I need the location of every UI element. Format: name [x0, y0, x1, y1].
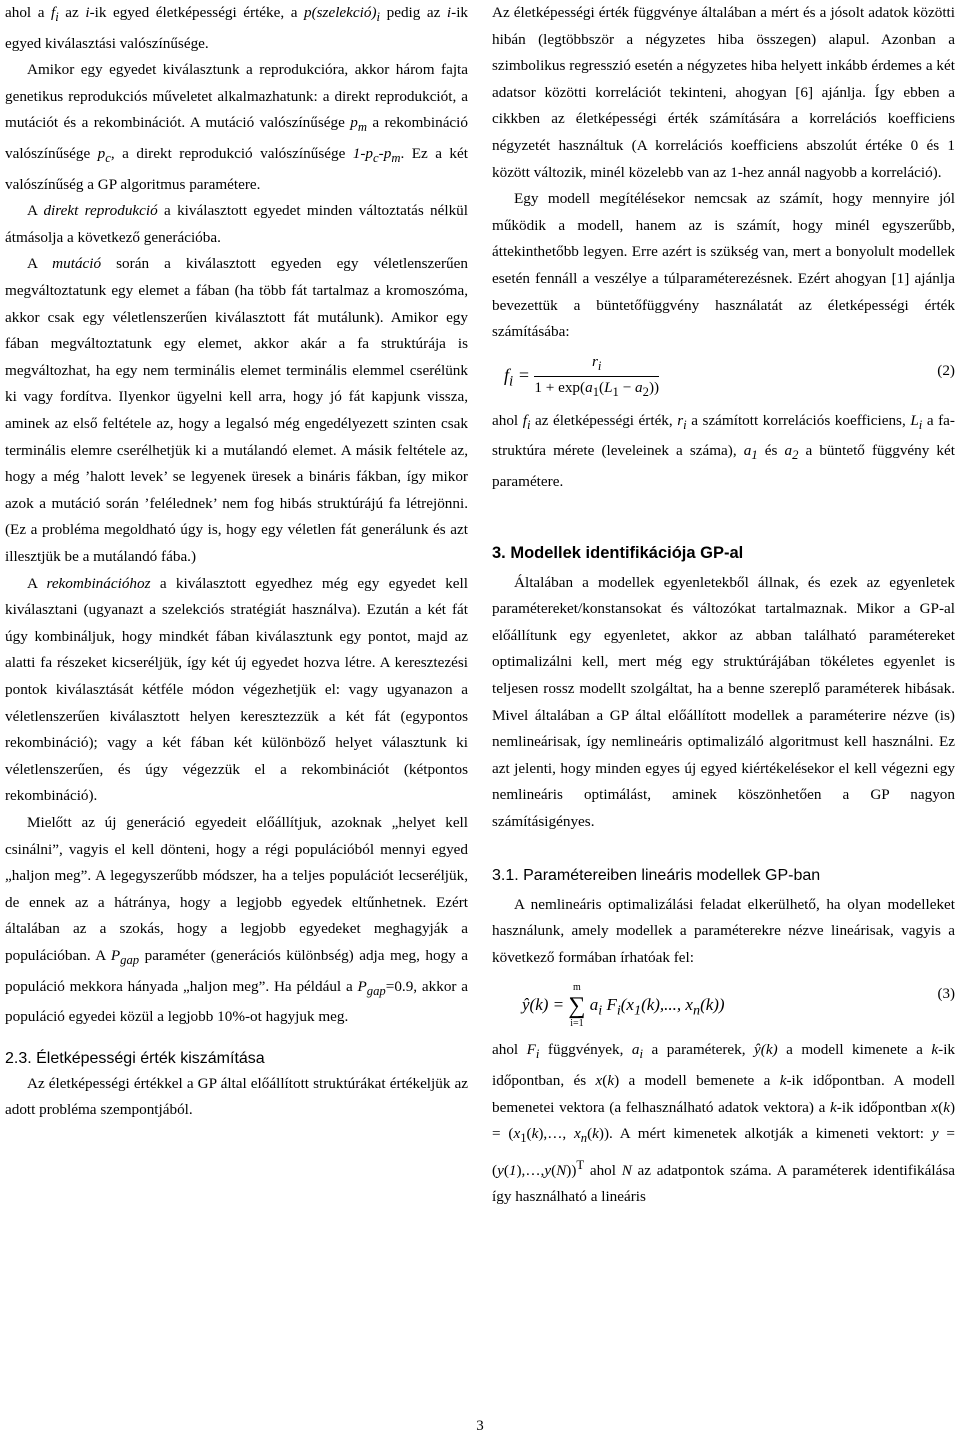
paragraph: A rekombinációhoz a kiválasztott egyedhez még egy egyedet kell kiválasztani (ugyanazt a szelekciós stratégiát használva). Ezután a két fát úgy kombináljuk, hogy mindkét fában kiválasztunk egy pontot, majd az alatti fa részeket kicseréljük, így két új egyedet hozva létre. A keresztezési pontok kiválasztását kétféle módon végezhetjük el: vagy ugyanazon a véletlenszerűen kiválasztott helyen keresztezzük a két fát (egypontos rekombináció); vagy a két fában két különböző helyet választunk ki véletlenszerűen, és úgy végezzük el a rekombinációt (kétpontos rekombináció).	[5, 574, 468, 805]
paragraph: ahol a $f_i$ az i-ik egyed életképességi értéke, a $p(szelekció)_i$ pedig az i-ik egyed kiválasztási valószínűsége.	[5, 4, 469, 52]
paragraph: Egy modell megítélésekor nemcsak az számít, hogy mennyire jól működik a modell, hanem az is számít, hogy minél egyszerűbb, áttekinthetőbb legyen. Erre azért is szükség van, mert a bonyolult modellek esetén fennáll a veszélye a túlparaméterezésnek. Ezért ahogyan [1] ajánlja bevezettük a büntetőfüggvény használatát az életképességi érték számításába:	[492, 190, 955, 341]
section-heading: 2.3. Életképességi érték kiszámítása	[5, 1049, 265, 1067]
equation-3: ŷ(k) = m ∑ i=1 $a_i$ $F_i(x_1(k)$,..., $x_n(k)$) (3)	[522, 982, 955, 1030]
paragraph: Amikor egy egyedet kiválasztunk a reprodukcióra, akkor három fajta genetikus reprodukciós műveletet alkalmazhatunk: a direkt reprodukciót, a mutációt és a rekombinációt. A mutáció valószínűsége $p_m$ a rekombináció valószínűsége $p_c$, a direkt reprodukció valószínűsége $1-p_c-p_m$. Ez a két valószínűség a GP algoritmus paramétere.	[5, 61, 468, 193]
paragraph: ahol $f_i$ az életképességi érték, $r_i$ a számított korrelációs koefficiens, $L_i$ a fa-struktúra mérete (leveleinek a száma), $a_1$ és $a_2$ a büntető függvény két paramétere.	[492, 411, 955, 490]
equation-number: (3)	[937, 986, 955, 1003]
right-column	[492, 0, 955, 1211]
subsection-heading: 3.1. Paramétereiben lineáris modellek GP-ban	[492, 866, 821, 884]
paragraph: Mielőtt az új generáció egyedeit előállítjuk, azoknak „helyet kell csinálni”, vagyis el kell dönteni, hogy a régi populációból mennyi egyed „haljon meg”. A legegyszerűbb módszer, ha a teljes populációt lecseréljük, de ennek az a hátránya, hogy a legjobb egyedek eltűnhetnek. Ezért általában az a szokás, hogy a legjobb egyedeket meghagyják a populációban. A $P_{gap}$ paraméter (generációs különbség) adja meg, hogy a populáció mekkora hányada „haljon meg”. Ha például a $P_{gap}=0.9$, akkor a populáció egyedei közül a legjobb 10%-ot hagyjuk meg.	[5, 813, 468, 1026]
left-column	[5, 0, 468, 1124]
section-heading: 3. Modellek identifikációja GP-al	[492, 543, 744, 562]
equation-2: $f_i$ = $\frac{r_i}{1 + \exp(a_1(L_1 - a_2))}$ (2)	[504, 352, 955, 399]
page-number: 3	[476, 1418, 484, 1434]
paragraph: ahol $F_i$ függvények, $a_i$ a paraméterek, ŷ(k) a modell kimenete a k-ik időpontban, és x(k) a modell bemenete a k-ik időpontban. A modell bemenetei vektora (a felhasználható adatok vektora) a k-ik időpontban $x(k) = (x_1(k),\dots$, $x_n(k)$). A mért kimenetek alkotják a kimeneti vektort: y = (y(1),…,y(N))$^T$ ahol N az adatpontok száma. A paraméterek identifikálása így használható a lineáris	[492, 1041, 956, 1206]
paragraph: A nemlineáris optimalizálási feladat elkerülhető, ha olyan modelleket használunk, amely modellek a paraméterekre nézve lineárisak, vagyis a következő formában írhatóak fel:	[492, 895, 955, 966]
paragraph: Általában a modellek egyenletekből állnak, és ezek az egyenletek paramétereket/konstansokat és változókat tartalmaznak. Mikor a GP-al előállítunk egy egyenletet, akkor az abban található paramétereket optimalizálni kell, mert még egy struktúrájában tökéletes egyenlet is teljesen rossz modellt szolgáltat, ha a benne szereplő paraméterek hibásak. Mivel általában a GP által előállított modellek a paraméterire nézve (is) nemlineárisak, így nemlineáris optimalizáló algoritmust kell használni. Ez azt jelenti, hogy minden egyes új egyed kiértékelésekor el kell végezni egy nemlineáris optimálást, aminek köszönhetően a GP nagyon számításigényes.	[492, 573, 955, 830]
paragraph: A direkt reprodukció a kiválasztott egyedet minden változtatás nélkül átmásolja a következő generációba.	[5, 202, 468, 246]
paragraph: A mutáció során a kiválasztott egyeden egy véletlenszerűen megváltoztatunk egy elemet a fában (ha több fát tartalmaz a kromoszóma, akkor csak egy véletlenszerűen kiválasztott fát mutálunk). Amikor egy fában megváltoztatunk egy elemet, akkor akár a fa struktúrája is megváltozhat, ha egy nem terminális elemet terminális elemmel cserélünk ki vagy fordítva. Ilyenkor ügyelni kell arra, hogy jó fát kapjunk vissza, aminek az első feltétele az, hogy a legalsó még engedélyezett szinten csak terminális elemre cserélhetjük ki a mutálandó elemet. A másik feltétele az, hogy a még ’halott levek’ se legyenek üresek a bináris fákban, így mikor azok a mutáció során ’felélednek’ nem fog hibás struktúrájú fa létrejönni. (Ez a probléma megoldható úgy is, hogy egy véletlen fát generálunk és azt illesztjük be a mutálandó fába.)	[5, 255, 468, 565]
paragraph: Az életképességi értékkel a GP által előállított struktúrákat értékeljük az adott probléma szempontjából.	[5, 1074, 468, 1119]
paragraph: Az életképességi érték függvénye általában a mért és a jósolt adatok közötti hibán (legtöbbször a négyzetes hiba összegen) alapul. Azonban a szimbolikus regresszió esetén a négyzetes hiba helyett inkább érdemes a két adatsor közötti korrelációt tekinteni, ahogyan [6] ajánlja. Így ebben a cikkben az életképességi érték számítására a korrelációs koefficiens négyzetét használtuk (A korrelációs koefficiens abszolút értéke 0 és 1 között változik, minél közelebb van az 1-hez annál nagyobb a korreláció).	[492, 4, 955, 181]
equation-number: (2)	[937, 361, 955, 379]
